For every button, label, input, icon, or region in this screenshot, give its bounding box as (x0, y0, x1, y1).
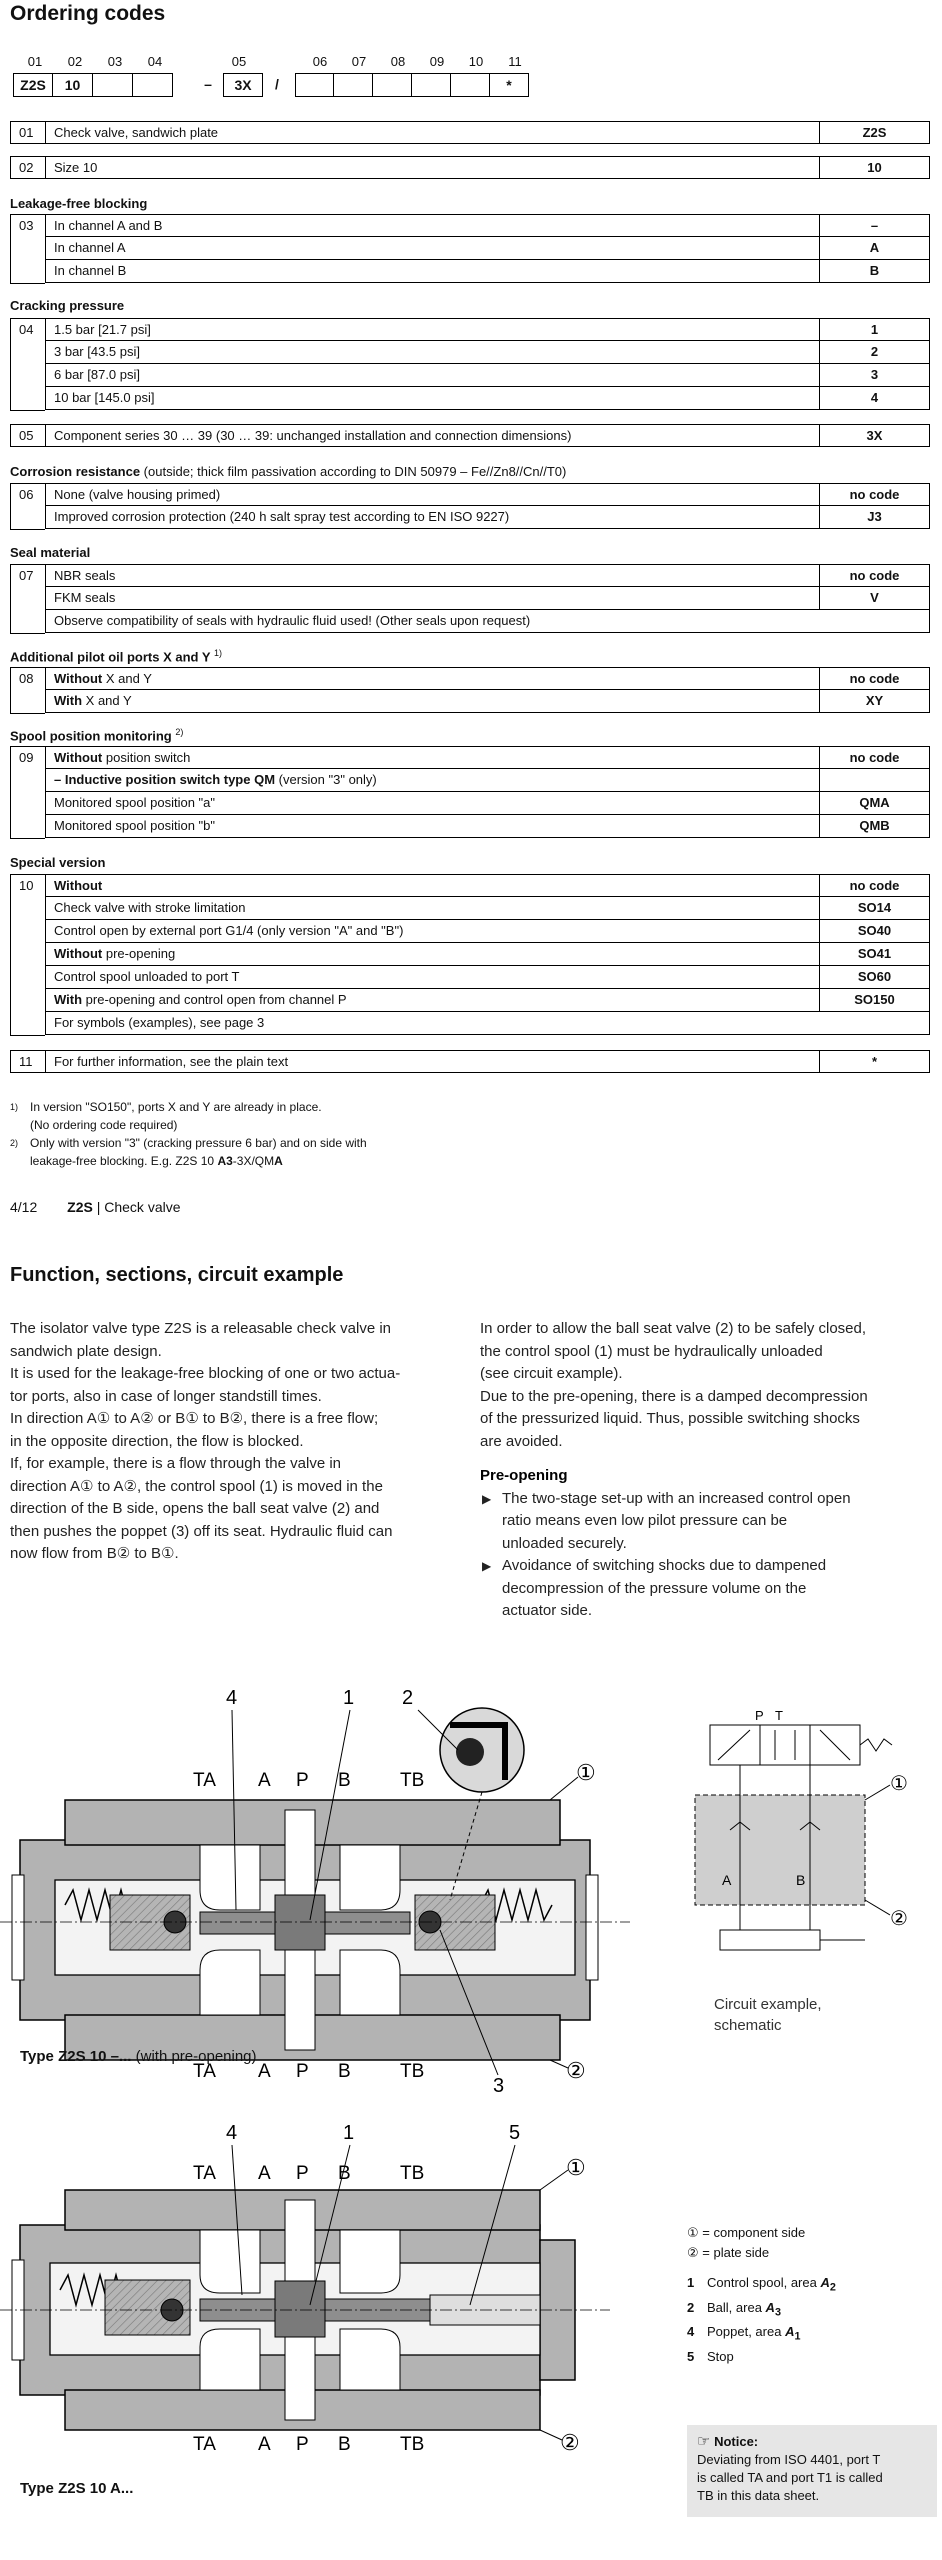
port-label: TA (193, 2061, 216, 2082)
text: X and Y (102, 671, 152, 686)
text-line: Avoidance of switching shocks due to dampened (502, 1557, 827, 1574)
product-name: Z2S (67, 1199, 93, 1215)
row-description (45, 874, 820, 897)
channel-b (340, 1845, 400, 1910)
row-code: no code (820, 746, 930, 769)
row-code: A (820, 237, 930, 260)
diagram2-caption: Type Z2S 10 A... (20, 2480, 134, 2497)
code-row (10, 943, 930, 966)
legend-sub: 1 (794, 2330, 801, 2343)
code-box (451, 73, 490, 97)
row-description: Size 10 (45, 156, 820, 179)
legend-text: Poppet, area (707, 2324, 786, 2340)
code-row (10, 341, 930, 364)
row-code: SO41 (820, 943, 930, 966)
channel-b (340, 2230, 400, 2293)
callout-5: 5 (509, 2122, 521, 2144)
code-row (10, 1012, 930, 1035)
code-row (10, 815, 930, 838)
callout-2: 2 (402, 1687, 414, 1709)
row-number: 02 (10, 156, 45, 179)
row-description (45, 690, 820, 713)
code-position: 02 (67, 54, 83, 69)
row-number: 05 (10, 424, 45, 447)
callout-3: 3 (493, 2075, 505, 2097)
row-description (45, 746, 820, 769)
code-box: * (490, 73, 529, 97)
caption-line: schematic (714, 2017, 782, 2034)
legend-num: 1 (687, 2275, 695, 2290)
port-label: TB (400, 2163, 425, 2184)
code-position: 01 (27, 54, 43, 69)
preopening-title: Pre-opening (480, 1467, 568, 1484)
legend-item (687, 2347, 836, 2367)
port-label: B (338, 2163, 351, 2184)
row-description: Monitored spool position "a" (45, 792, 820, 815)
footnote-text: In version "SO150", ports X and Y are already in place. (30, 1100, 322, 1114)
row-number: 03 (10, 214, 45, 284)
bold-text: Without (54, 671, 103, 686)
text-line: sandwich plate design. (10, 1342, 162, 1360)
row-number: 07 (10, 564, 45, 634)
code-row (10, 214, 930, 237)
port-label: P (296, 2061, 309, 2082)
code-dash: – (204, 76, 212, 92)
footnote-ref: 1) (213, 648, 222, 658)
row-code: SO40 (820, 920, 930, 943)
code-row (10, 966, 930, 989)
code-row (10, 746, 930, 769)
code-position: 09 (429, 54, 445, 69)
text-line: The isolator valve type Z2S is a releasable check valve in (10, 1320, 392, 1337)
row-code: V (820, 587, 930, 610)
bullet-arrow-icon: ▶ (482, 1559, 492, 1573)
notice-text: Deviating from ISO 4401, port T (697, 2452, 881, 2467)
schematic-valve-block (695, 1795, 865, 1905)
callout-1: 1 (343, 2122, 355, 2144)
detail-ball (456, 1738, 484, 1766)
row-description: Component series 30 … 39 (30 … 39: unchanged installation and connection dimensions) (45, 424, 820, 447)
callout-4: 4 (226, 1687, 238, 1709)
diagram1-caption (20, 2048, 257, 2065)
channel-a (200, 1845, 260, 1910)
text-line: direction A① to A②, the control spool (1) is moved in the (10, 1477, 383, 1495)
notice-title: Notice: (714, 2434, 759, 2449)
legend-var: A (820, 2275, 830, 2290)
code-box (334, 73, 373, 97)
function-text-right (480, 1318, 935, 1623)
left-end-plate (12, 1875, 24, 1980)
row-description: Control open by external port G1/4 (only version "A" and "B") (45, 920, 820, 943)
bold-text: Without (54, 878, 103, 893)
text: -3X/QM (232, 1154, 275, 1168)
code-row (10, 587, 930, 610)
row-code: no code (820, 874, 930, 897)
port-label: P (296, 1770, 309, 1791)
code-box (295, 73, 334, 97)
row-description: 6 bar [87.0 psi] (45, 364, 820, 387)
caption-line: Circuit example, (714, 1996, 822, 2013)
bold-text: A3 (217, 1154, 233, 1168)
port-label: TB (400, 1770, 425, 1791)
component-side-marker: ① (566, 2155, 586, 2180)
plate-side-marker: ② (560, 2430, 580, 2455)
port-label: B (338, 2061, 351, 2082)
port-label: TB (400, 2061, 425, 2082)
row-description (45, 769, 820, 792)
row-code: – (820, 214, 930, 237)
text: (version "3" only) (275, 772, 377, 787)
code-row (10, 920, 930, 943)
bullet-item (480, 1555, 935, 1623)
port-label: TB (400, 2434, 425, 2455)
bold-text: – Inductive position switch type QM (54, 772, 276, 787)
text-line: decompression of the pressure volume on the (502, 1579, 807, 1597)
legend-var: A (785, 2324, 795, 2340)
code-position: 08 (390, 54, 406, 69)
channel-b-bottom (340, 1950, 400, 2015)
legend-sub: 2 (829, 2281, 836, 2294)
port-label: B (338, 1770, 351, 1791)
footnotes (10, 1098, 490, 1170)
text: X and Y (82, 693, 132, 708)
port-label: TA (193, 1770, 216, 1791)
row-description: For symbols (examples), see page 3 (45, 1012, 930, 1035)
schematic-leader-2 (865, 1900, 890, 1915)
footnote-text: Only with version "3" (cracking pressure 6 bar) and on side with (30, 1136, 367, 1150)
row-code (820, 769, 930, 792)
notice-text: is called TA and port T1 is called (697, 2470, 883, 2485)
footnote-text (10, 1152, 490, 1170)
legend-var: A (765, 2299, 775, 2315)
section-title-spool (10, 727, 183, 743)
code-row (10, 897, 930, 920)
callout-4: 4 (226, 2122, 238, 2144)
port-label: TA (193, 2434, 216, 2455)
row-number: 01 (10, 121, 45, 144)
port-label: P (755, 1708, 764, 1723)
text-line: The two-stage set-up with an increased control open (502, 1489, 851, 1507)
row-code: QMB (820, 815, 930, 838)
section-title-text: Corrosion resistance (10, 464, 141, 479)
legend-item (687, 2298, 836, 2323)
code-box (373, 73, 412, 97)
text-line: unloaded securely. (502, 1534, 627, 1552)
row-description: Observe compatibility of seals with hydraulic fluid used! (Other seals upon request) (45, 610, 930, 633)
code-row-05 (10, 424, 930, 447)
row-number: 04 (10, 318, 45, 411)
page-footer (10, 1199, 181, 1215)
page-title: Ordering codes (10, 2, 166, 25)
row-number: 11 (10, 1050, 45, 1073)
code-box (93, 73, 133, 97)
section-title-corrosion (10, 464, 566, 479)
schematic-caption (714, 1994, 822, 2036)
text-line: are avoided. (480, 1432, 563, 1450)
legend-item (687, 2273, 836, 2298)
text: position switch (102, 750, 191, 765)
row-description: Improved corrosion protection (240 h salt spray test according to EN ISO 9227) (45, 506, 820, 529)
row-description (45, 989, 820, 1012)
caption-bold: Type Z2S 10 –... (20, 2048, 132, 2065)
text-line: In order to allow the ball seat valve (2) to be safely closed, (480, 1320, 867, 1337)
legend-num: 5 (687, 2348, 695, 2364)
code-row (10, 483, 930, 506)
row-description: In channel A (45, 237, 820, 260)
page-number: 4/12 (10, 1199, 38, 1215)
row-description (45, 667, 820, 690)
port-label: T (775, 1708, 783, 1723)
text-line: the control spool (1) must be hydraulically unloaded (480, 1342, 823, 1360)
port-label: P (296, 2434, 309, 2455)
row-code: no code (820, 564, 930, 587)
row-description: None (valve housing primed) (45, 483, 820, 506)
plate-side-marker: ② (566, 2058, 586, 2083)
bold-text: With (54, 992, 83, 1007)
code-box: 3X (223, 73, 263, 97)
row-number: 06 (10, 483, 45, 530)
code-position: 07 (351, 54, 367, 69)
row-code: no code (820, 667, 930, 690)
port-label: A (258, 2163, 271, 2184)
text-line: now flow from B② to B①. (10, 1545, 179, 1562)
legend-text: Control spool, area (707, 2275, 821, 2290)
code-box (412, 73, 451, 97)
text: pre-opening (102, 946, 176, 961)
legend-line: ① = component side (687, 2225, 806, 2240)
row-code: J3 (820, 506, 930, 529)
text-line: direction of the B side, opens the ball seat valve (2) and (10, 1500, 380, 1517)
component-side-marker: ① (576, 1760, 596, 1785)
text-line: then pushes the poppet (3) off its seat. Hydraulic fluid can (10, 1522, 393, 1540)
code-slash: / (275, 76, 279, 92)
bullet-item (480, 1488, 935, 1556)
circuit-schematic (690, 1700, 940, 1980)
row-description (45, 318, 820, 341)
text-line: in the opposite direction, the flow is blocked. (10, 1432, 304, 1450)
code-position: 04 (147, 54, 163, 69)
text-line: It is used for the leakage-free blocking of one or two actua- (10, 1365, 401, 1382)
row-number: 09 (10, 746, 45, 839)
code-row-02 (10, 156, 930, 179)
row-description: In channel A and B (45, 214, 820, 237)
port-label: A (258, 1770, 271, 1791)
pressure-bar: 1.5 bar [21.7 psi] (54, 322, 151, 337)
bold-text: A (274, 1154, 283, 1168)
code-row (10, 564, 930, 587)
section-title-pilot (10, 648, 222, 664)
section-title-seal: Seal material (10, 545, 91, 560)
channel-a (200, 2230, 260, 2293)
code-position: 11 (508, 54, 522, 69)
code-row (10, 989, 930, 1012)
code-position: 05 (231, 54, 247, 69)
function-text-left (10, 1318, 480, 1566)
row-description: Control spool unloaded to port T (45, 966, 820, 989)
notice-box (687, 2425, 937, 2517)
port-label: TA (193, 2163, 216, 2184)
row-description: In channel B (45, 260, 820, 283)
text-line: Due to the pre-opening, there is a damped decompression (480, 1387, 868, 1405)
code-row (10, 792, 930, 815)
notice-text: TB in this data sheet. (697, 2488, 820, 2503)
text: leakage-free blocking. E.g. Z2S 10 (30, 1154, 218, 1168)
bullet-arrow-icon: ▶ (482, 1491, 492, 1506)
callout-leader-c1 (540, 2170, 568, 2190)
footnote-mark: 2) (10, 1138, 19, 1148)
plate-side-marker: ② (890, 1908, 908, 1930)
row-code: QMA (820, 792, 930, 815)
footnote-text: (No ordering code required) (30, 1118, 178, 1132)
section-title-text: Additional pilot oil ports X and Y (10, 649, 211, 665)
code-row-11 (10, 1050, 930, 1073)
caption-text: (with pre-opening) (131, 2048, 257, 2065)
code-row (10, 506, 930, 529)
code-row (10, 237, 930, 260)
port-label: B (338, 2434, 351, 2455)
section-title-text: Spool position monitoring (10, 728, 172, 744)
row-code: SO150 (820, 989, 930, 1012)
legend-num: 2 (687, 2299, 695, 2315)
legend-sub: 3 (774, 2306, 781, 2319)
row-code: 10 (820, 156, 930, 179)
section-title-leakage: Leakage-free blocking (10, 196, 148, 211)
legend-line: ② = plate side (687, 2245, 770, 2260)
code-row (10, 364, 930, 387)
row-description: FKM seals (45, 587, 820, 610)
schematic-leader-1 (865, 1785, 890, 1800)
bold-text: With (54, 693, 83, 708)
row-description (45, 943, 820, 966)
schematic-spring (860, 1739, 892, 1751)
legend-num: 4 (687, 2324, 695, 2340)
code-box: 10 (53, 73, 93, 97)
text-line: (see circuit example). (480, 1365, 623, 1382)
row-code: 2 (820, 341, 930, 364)
row-description: 10 bar [145.0 psi] (45, 387, 820, 410)
text-line: tor ports, also in case of longer standstill times. (10, 1387, 322, 1405)
text-line: of the pressurized liquid. Thus, possible switching shocks (480, 1410, 860, 1427)
right-end-plate (586, 1875, 598, 1980)
code-position: 03 (107, 54, 123, 69)
row-description: Monitored spool position "b" (45, 815, 820, 838)
component-side-marker: ① (890, 1773, 908, 1795)
text-line: actuator side. (502, 1602, 593, 1619)
legend-text: Ball, area (707, 2299, 766, 2315)
port-label: A (722, 1872, 732, 1888)
callout-leader-c1 (550, 1777, 578, 1800)
notice-hand-icon: ☞ (697, 2433, 711, 2450)
legend (687, 2223, 836, 2367)
row-code: 1 (820, 318, 930, 341)
callout-1: 1 (343, 1687, 355, 1709)
row-description: Check valve, sandwich plate (45, 121, 820, 144)
row-code: 3X (820, 424, 930, 447)
row-code: Z2S (820, 121, 930, 144)
section-title-special: Special version (10, 855, 106, 870)
channel-a-bottom (200, 1950, 260, 2015)
code-row (10, 610, 930, 633)
code-row-01 (10, 121, 930, 144)
row-number: 10 (10, 874, 45, 1036)
row-code: SO14 (820, 897, 930, 920)
code-position: 10 (468, 54, 484, 69)
schematic-box-mid (760, 1725, 810, 1765)
cylinder (720, 1930, 820, 1950)
code-row (10, 690, 930, 713)
port-label: A (258, 2061, 271, 2082)
text: pre-opening and control open from channel P (82, 992, 347, 1007)
code-row (10, 318, 930, 341)
text-line: In direction A① to A② or B① to B②, there is a free flow; (10, 1410, 379, 1427)
row-number: 08 (10, 667, 45, 714)
row-description: Check valve with stroke limitation (45, 897, 820, 920)
row-code: SO60 (820, 966, 930, 989)
port-label: B (796, 1872, 806, 1888)
code-box: Z2S (13, 73, 53, 97)
row-code: XY (820, 690, 930, 713)
section-title-cracking: Cracking pressure (10, 298, 125, 313)
footnote-mark: 1) (10, 1102, 19, 1112)
legend-text: Stop (707, 2348, 734, 2364)
section-drawing-type-a (0, 2115, 680, 2475)
text-line: ratio means even low pilot pressure can be (502, 1512, 788, 1529)
callout-leader-c2 (540, 2430, 562, 2440)
bold-text: Without (54, 946, 103, 961)
row-code: B (820, 260, 930, 283)
legend-item (687, 2322, 836, 2347)
preopening-list (480, 1488, 935, 1623)
port-label: A (258, 2434, 271, 2455)
text-line: If, for example, there is a flow through the valve in (10, 1455, 342, 1472)
section-title-note: (outside; thick film passivation according to DIN 50979 – Fe//Zn8//Cn//T0) (143, 464, 567, 479)
footnote-ref: 2) (175, 727, 184, 737)
row-code: no code (820, 483, 930, 506)
row-code: 3 (820, 364, 930, 387)
code-box (133, 73, 173, 97)
port-label: P (296, 2163, 309, 2184)
code-row (10, 260, 930, 283)
doc-title: Check valve (104, 1199, 181, 1215)
code-row (10, 667, 930, 690)
row-description: For further information, see the plain text (45, 1050, 820, 1073)
separator: | (92, 1199, 105, 1215)
row-description: NBR seals (45, 564, 820, 587)
bold-text: Without (54, 750, 103, 765)
row-description: 3 bar [43.5 psi] (45, 341, 820, 364)
spool-piston (275, 2281, 325, 2337)
function-heading: Function, sections, circuit example (10, 1264, 344, 1286)
row-code: 4 (820, 387, 930, 410)
code-row (10, 874, 930, 897)
schematic-box-left (710, 1725, 760, 1765)
code-row (10, 387, 930, 410)
channel-b-bottom (340, 2329, 400, 2390)
code-position: 06 (312, 54, 328, 69)
code-row (10, 769, 930, 792)
spool-piston (275, 1895, 325, 1950)
section-drawing-with-preopening (0, 1680, 680, 2100)
channel-a-bottom (200, 2329, 260, 2390)
row-code: * (820, 1050, 930, 1073)
